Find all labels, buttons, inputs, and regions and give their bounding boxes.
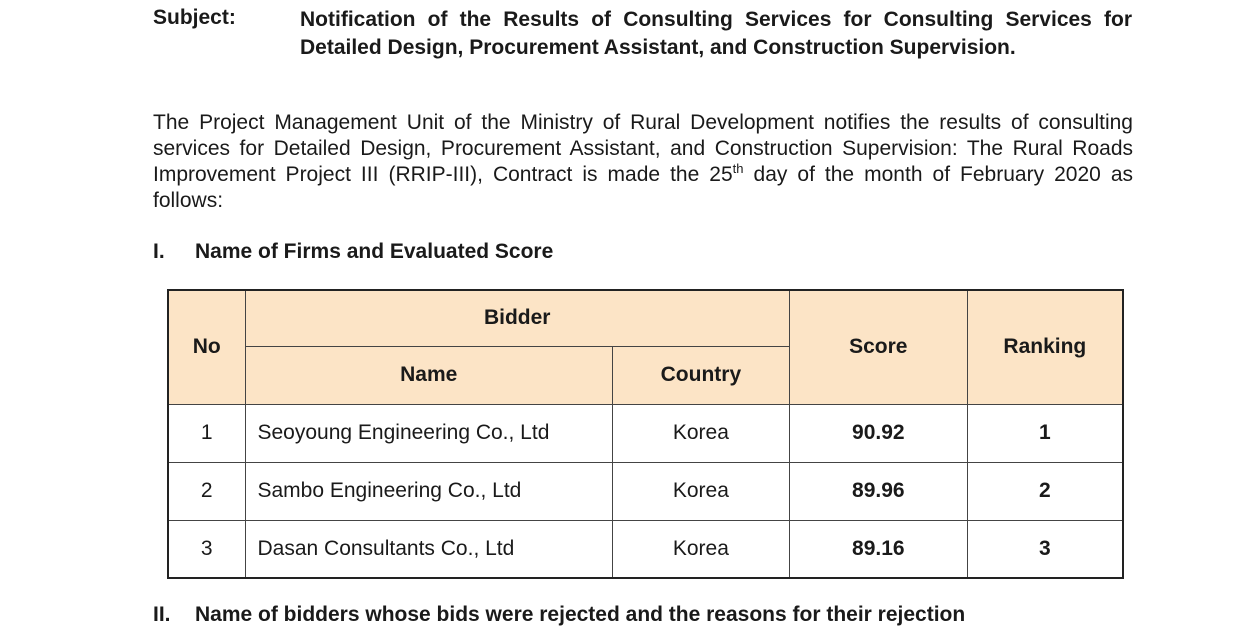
subject-text: Notification of the Results of Consulting Services for Consulting Services for Detailed Design, Procurement Assistant, and Construction Supervision. bbox=[300, 8, 1132, 59]
ordinal-suffix: th bbox=[732, 161, 744, 176]
cell-name-text: Dasan Consultants Co., Ltd bbox=[257, 536, 515, 560]
header-name: Name bbox=[245, 346, 612, 404]
header-ranking: Ranking bbox=[967, 290, 1123, 404]
cell-name-text: Sambo Engineering Co., Ltd bbox=[257, 479, 522, 502]
header-score: Score bbox=[789, 290, 967, 404]
cell-name bbox=[245, 404, 612, 462]
header-no: No bbox=[168, 290, 245, 404]
cell-name bbox=[245, 462, 612, 520]
cell-no: 2 bbox=[168, 462, 245, 520]
cell-name bbox=[245, 520, 612, 578]
section-number: II. bbox=[153, 603, 171, 626]
section-title: Name of bidders whose bids were rejected and the reasons for their rejection bbox=[195, 603, 966, 626]
section-number: I. bbox=[153, 240, 165, 263]
cell-no: 1 bbox=[168, 404, 245, 462]
cell-country: Korea bbox=[612, 520, 789, 578]
intro-paragraph bbox=[153, 110, 1133, 214]
cell-score: 89.96 bbox=[789, 462, 967, 520]
cell-no: 3 bbox=[168, 520, 245, 578]
cell-ranking: 1 bbox=[967, 404, 1123, 462]
header-bidder: Bidder bbox=[245, 290, 789, 346]
cell-score: 90.92 bbox=[789, 404, 967, 462]
cell-country: Korea bbox=[612, 462, 789, 520]
table-row bbox=[168, 404, 1123, 462]
section-title: Name of Firms and Evaluated Score bbox=[195, 240, 554, 263]
intro-text-part1: The Project Management Unit of the Ministry of Rural Development notifies the results of consulting services for Detailed Design, Procurement Assistant, and Construction Supervision: The Rural Roads Improvement Project III (RRIP-III), Contract is made the 25 bbox=[153, 111, 1133, 186]
section-heading-rejected bbox=[153, 603, 965, 627]
cell-name-text: Seoyoung Engineering Co., Ltd bbox=[257, 421, 550, 444]
cell-score: 89.16 bbox=[789, 520, 967, 578]
results-table bbox=[167, 289, 1124, 579]
header-country: Country bbox=[612, 346, 789, 404]
header-row-top bbox=[168, 290, 1123, 346]
intro-text-part2: day of the month of February 2020 as follows: bbox=[153, 163, 1134, 212]
cell-country: Korea bbox=[612, 404, 789, 462]
cell-ranking: 2 bbox=[967, 462, 1123, 520]
section-heading-firms bbox=[153, 240, 553, 264]
table-row bbox=[168, 462, 1123, 520]
subject-label: Subject: bbox=[153, 6, 236, 29]
table-row bbox=[168, 520, 1123, 578]
cell-ranking: 3 bbox=[967, 520, 1123, 578]
